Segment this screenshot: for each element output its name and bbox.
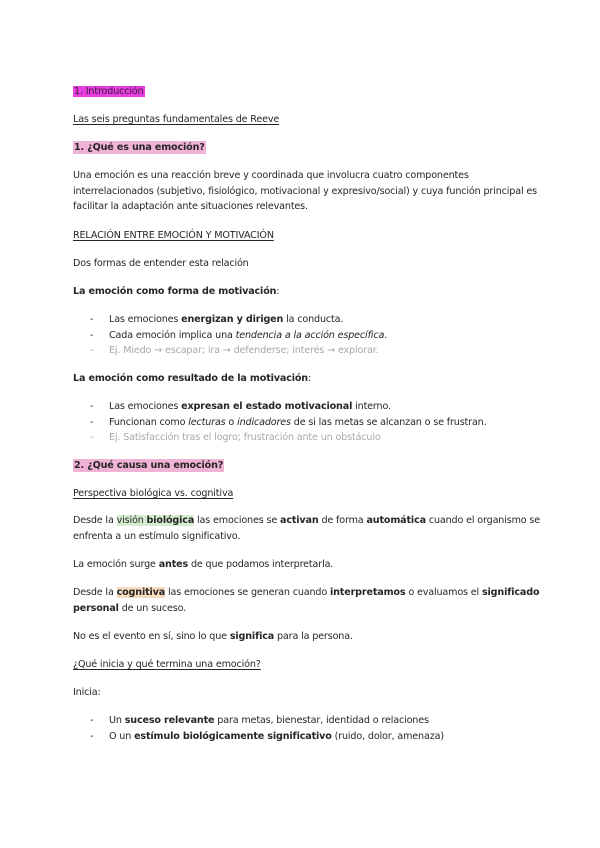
start-label: Inicia: — [73, 687, 101, 698]
question-1-title: 1. ¿Qué es una emoción? — [74, 142, 205, 153]
start-end-title: ¿Qué inicia y qué termina una emoción? — [73, 659, 261, 670]
start-list — [73, 713, 543, 744]
emotion-as-motivation-list — [73, 312, 543, 359]
cognitive-highlight: cognitiva — [116, 587, 166, 598]
list-item: - Funcionan como lecturas o indicadores de si las metas se alcanzan o se frustran. — [90, 416, 487, 428]
emotion-as-motivation-label: La emoción como forma de motivación — [73, 286, 277, 297]
cognitive-view-paragraph: Desde la cognitiva las emociones se generan cuando interpretamos o evaluamos el significado personal de un suceso. — [73, 587, 540, 614]
emotion-as-result-list — [73, 399, 543, 446]
biological-view-paragraph: Desde la visión biológica las emociones se activan de forma automática cuando el organismo se enfrenta a un estímulo significativo. — [73, 515, 541, 542]
question-2-title: 2. ¿Qué causa una emoción? — [74, 460, 224, 471]
perspective-title: Perspectiva biológica vs. cognitiva — [73, 488, 234, 499]
list-item-example: - Ej. Miedo → escapar; ira → defenderse; interés → explorar. — [90, 345, 379, 356]
meaning-paragraph: No es el evento en sí, sino lo que significa para la persona. — [73, 631, 353, 642]
question-1-heading — [73, 140, 543, 156]
section-heading-intro — [73, 84, 543, 100]
list-item: - Las emociones energizan y dirigen la conducta. — [90, 314, 344, 325]
list-item: - Un suceso relevante para metas, bienestar, identidad o relaciones — [90, 715, 429, 726]
list-item: - Cada emoción implica una tendencia a la acción específica. — [90, 329, 388, 341]
vision-highlight: visión — [116, 515, 144, 526]
list-item: - O un estímulo biológicamente significativo (ruido, dolor, amenaza) — [90, 730, 444, 742]
relation-title: RELACIÓN ENTRE EMOCIÓN Y MOTIVACIÓN — [73, 230, 274, 241]
list-item: - Las emociones expresan el estado motivacional interno. — [90, 401, 391, 412]
relation-intro: Dos formas de entender esta relación — [73, 258, 249, 269]
emotion-as-result-label: La emoción como resultado de la motivación — [73, 373, 308, 384]
emotion-as-motivation-title: La emoción como forma de motivación: — [73, 286, 280, 297]
emotion-as-result-title: La emoción como resultado de la motivación: — [73, 373, 312, 384]
question-2-heading — [73, 458, 543, 474]
before-interpretation-paragraph: La emoción surge antes de que podamos interpretarla. — [73, 559, 334, 570]
list-item-example: - Ej. Satisfacción tras el logro; frustración ante un obstáculo — [90, 432, 381, 443]
heading-intro-text: 1. Introducción — [74, 86, 144, 97]
document-subtitle: Las seis preguntas fundamentales de Reeve — [73, 114, 280, 125]
biological-highlight: biológica — [146, 515, 195, 526]
emotion-definition: Una emoción es una reacción breve y coordinada que involucra cuatro componentes interrelacionados (subjetivo, fisiológico, motivacional y expresivo/social) y cuya función principal es facilitar la adaptación ante situaciones relevantes. — [73, 170, 537, 212]
